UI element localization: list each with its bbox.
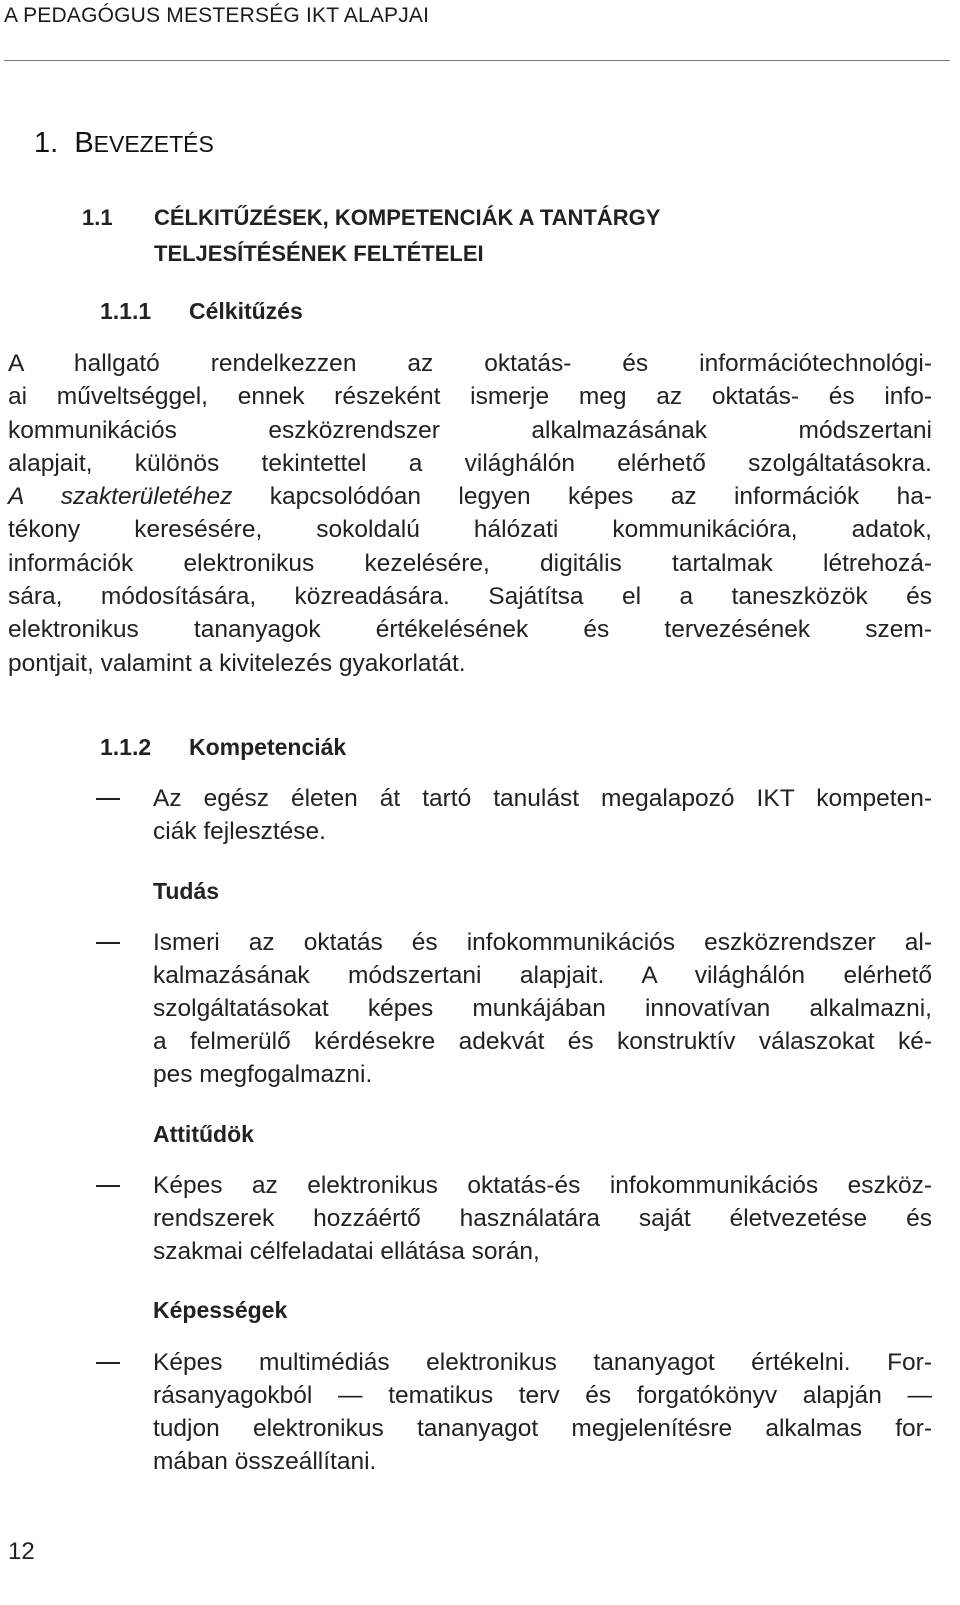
subsection-number: 1.1.2 xyxy=(100,734,152,760)
running-header: A PEDAGÓGUS MESTERSÉG IKT ALAPJAI xyxy=(4,4,430,27)
attitudes-heading: Attitűdök xyxy=(153,1121,254,1147)
paragraph-line: sára, módosítására, közreadására. Sajátítsa el a taneszközök és xyxy=(8,583,932,611)
list-item: Ismeri az oktatás és infokommunikációs eszközrendszer al- kalmazásának módszertani alapjait. A világhálón elérhető szolgáltatásokat képes munkájában innovatívan alkalmazni, a felmerülő kérdésekre adekvát és konstruktív válaszokat ké- pes megfogalmazni. xyxy=(96,926,932,1091)
paragraph-line: A hallgató rendelkezzen az oktatás- és információtechnológi- xyxy=(8,350,932,377)
subsection-heading-goals xyxy=(100,298,303,325)
paragraph-line: A szakterületéhez kapcsolódóan legyen képes az információk ha- xyxy=(8,483,932,511)
paragraph-line: kommunikációs eszközrendszer alkalmazásának módszertani xyxy=(8,416,932,444)
subsection-heading-competencies xyxy=(100,734,346,761)
italic-lead: A szakterületéhez xyxy=(8,483,233,511)
section-heading xyxy=(82,200,660,272)
chapter-number: 1. xyxy=(34,127,59,159)
knowledge-heading: Tudás xyxy=(153,878,220,904)
dash-bullet xyxy=(96,1185,120,1187)
chapter-title-initial: B xyxy=(74,127,94,159)
paragraph-line: pontjait, valamint a kivitelezés gyakorlatát. xyxy=(8,649,466,677)
paragraph-line: alapjait, különös tekintettel a világhálón elérhető szolgáltatásokra. xyxy=(8,449,932,477)
dash-bullet xyxy=(96,942,120,944)
list-item: Az egész életen át tartó tanulást megalapozó IKT kompeten- ciák fejlesztése. xyxy=(96,782,932,848)
section-number: 1.1 xyxy=(82,205,113,230)
subsection-number: 1.1.1 xyxy=(100,298,152,324)
section-title-line1: CÉLKITŰZÉSEK, KOMPETENCIÁK A TANTÁRGY xyxy=(154,205,661,230)
goals-paragraph xyxy=(8,347,932,680)
chapter-title-rest: EVEZETÉS xyxy=(93,131,214,157)
header-divider xyxy=(4,60,950,61)
paragraph-line: elektronikus tananyagok értékelésének és tervezésének szem- xyxy=(8,616,932,644)
paragraph-line: tékony keresésére, sokoldalú hálózati kommunikációra, adatok, xyxy=(8,516,932,544)
dash-bullet xyxy=(96,798,120,800)
section-title-line2: TELJESÍTÉSÉNEK FELTÉTELEI xyxy=(154,241,484,266)
skills-heading: Képességek xyxy=(153,1297,288,1323)
paragraph-line: ai műveltséggel, ennek részeként ismerje meg az oktatás- és info- xyxy=(8,383,932,411)
page-number: 12 xyxy=(8,1538,35,1565)
subsection-title: Célkitűzés xyxy=(189,298,303,324)
list-item: Képes az elektronikus oktatás-és infokommunikációs eszköz- rendszerek hozzáértő használatára saját életvezetése és szakmai célfeladatai ellátása során, xyxy=(96,1169,932,1268)
dash-bullet xyxy=(96,1362,120,1364)
paragraph-line: információk elektronikus kezelésére, digitális tartalmak létrehozá- xyxy=(8,549,932,577)
subsection-title: Kompetenciák xyxy=(189,734,347,760)
list-item: Képes multimédiás elektronikus tananyagot értékelni. For- rásanyagokból — tematikus terv és forgatókönyv alapján — tudjon elektronikus tananyagot megjelenítésre alkalmas for- mában összeállítani. xyxy=(96,1346,932,1478)
chapter-heading xyxy=(34,127,214,160)
